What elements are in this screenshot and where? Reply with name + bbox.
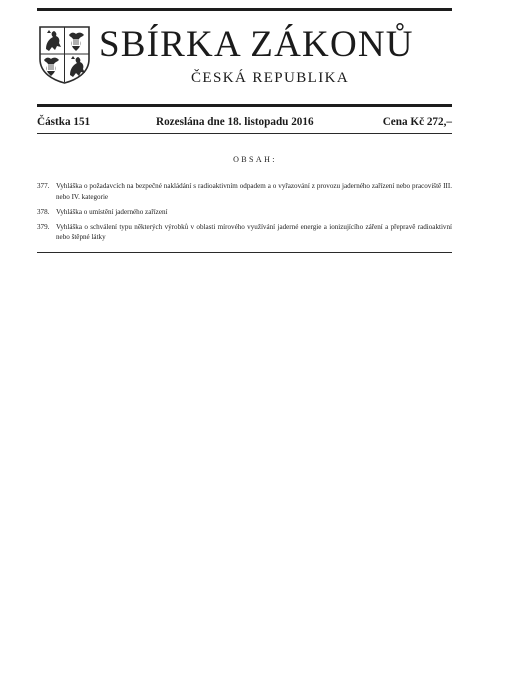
- top-rule: [37, 8, 452, 11]
- issue-rule: [37, 133, 452, 134]
- contents-item-number: 377.: [37, 182, 50, 190]
- contents-list: [37, 181, 452, 247]
- masthead-title: SBÍRKA ZÁKONŮ: [99, 24, 414, 65]
- contents-item-title: Vyhláška o požadavcích na bezpečné nakládání s radioaktivním odpadem a o vyřazování z provozu jaderného zařízení nebo pracoviště III. nebo IV. kategorie: [56, 182, 452, 201]
- contents-item-number: 379.: [37, 222, 50, 231]
- contents-item[interactable]: [37, 222, 452, 243]
- issue-price: Cena Kč 272,–: [382, 116, 452, 128]
- contents-item[interactable]: [37, 207, 452, 218]
- issue-date: Rozeslána dne 18. listopadu 2016: [156, 116, 314, 128]
- contents-item[interactable]: [37, 181, 452, 202]
- masthead-rule: [37, 104, 452, 107]
- czech-coat-of-arms-icon: [38, 25, 91, 85]
- contents-item-number: 378.: [37, 207, 50, 216]
- issue-number: Částka 151: [37, 116, 91, 128]
- masthead-subtitle: ČESKÁ REPUBLIKA: [191, 70, 350, 86]
- contents-end-rule: [37, 252, 452, 253]
- contents-heading: OBSAH:: [233, 155, 277, 164]
- contents-item-title: Vyhláška o schválení typu některých výrobků v oblasti mírového využívání jaderné energie a ionizujícího záření a přepravě radioaktivní nebo štěpné látky: [56, 222, 452, 241]
- contents-item-title: Vyhláška o umístění jaderného zařízení: [56, 207, 168, 216]
